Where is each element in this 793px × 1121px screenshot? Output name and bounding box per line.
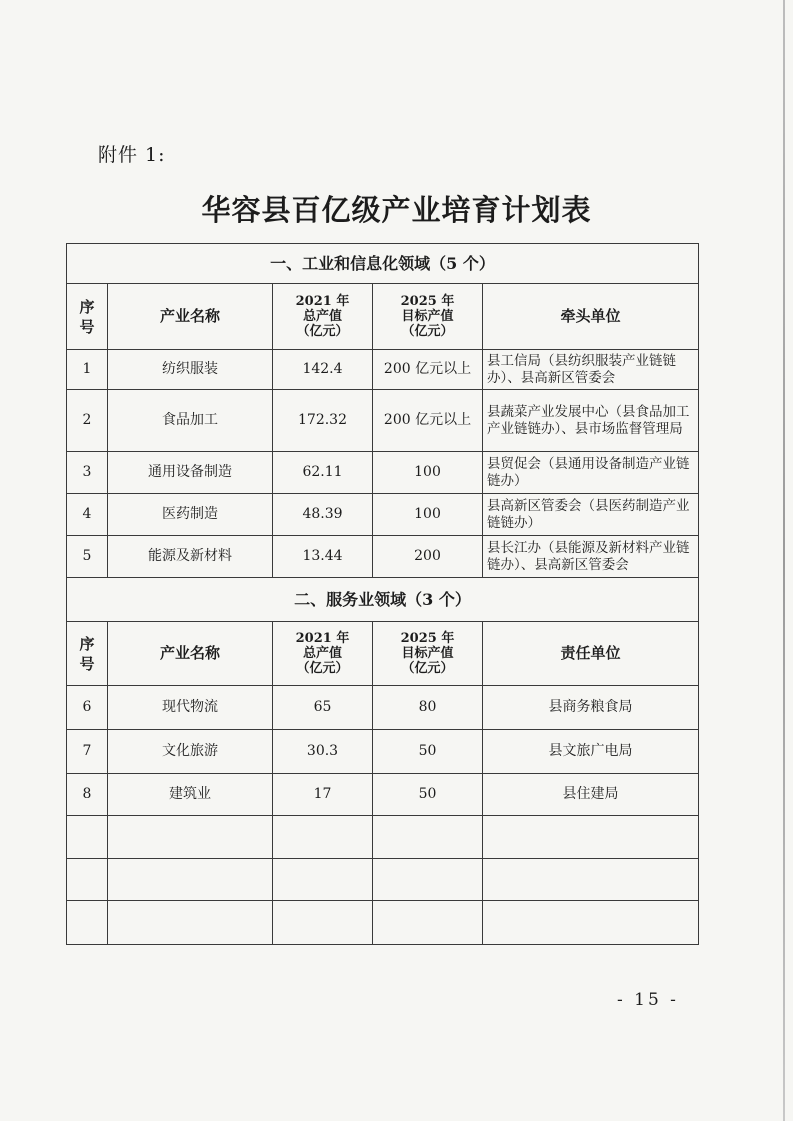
row-number: 6 [67, 686, 108, 730]
target-2025: 50 [373, 774, 483, 816]
row-number: 7 [67, 730, 108, 774]
header-name: 产业名称 [108, 284, 273, 350]
header-target-2025: 2025 年 目标产值 （亿元） [373, 284, 483, 350]
page-title: 华容县百亿级产业培育计划表 [201, 193, 592, 227]
industry-name: 通用设备制造 [108, 452, 273, 494]
responsible-unit: 县住建局 [483, 774, 699, 816]
output-2021: 13.44 [273, 536, 373, 578]
attachment-label: 附件 1: [98, 144, 166, 166]
lead-unit: 县工信局（县纺织服装产业链链办）、县高新区管委会 [483, 350, 699, 390]
table-row [67, 390, 699, 452]
lead-unit: 县贸促会（县通用设备制造产业链链办） [483, 452, 699, 494]
target-2025: 80 [373, 686, 483, 730]
table-row [67, 452, 699, 494]
target-2025: 200 [373, 536, 483, 578]
section-heading-row [67, 578, 699, 622]
page-number: - 15 - [617, 990, 679, 1010]
industry-name: 建筑业 [108, 774, 273, 816]
table-row [67, 774, 699, 816]
row-number: 8 [67, 774, 108, 816]
output-2021: 17 [273, 774, 373, 816]
industry-name: 纺织服装 [108, 350, 273, 390]
lead-unit: 县蔬菜产业发展中心（县食品加工产业链链办）、县市场监督管理局 [483, 390, 699, 452]
lead-unit: 县长江办（县能源及新材料产业链链办）、县高新区管委会 [483, 536, 699, 578]
empty-row [67, 859, 699, 901]
section2-heading: 二、服务业领域（3 个） [67, 578, 699, 622]
header-row [67, 284, 699, 350]
row-number: 4 [67, 494, 108, 536]
output-2021: 172.32 [273, 390, 373, 452]
industry-plan-table [66, 243, 699, 945]
header-output-2021: 2021 年 总产值 （亿元） [273, 622, 373, 686]
header-unit: 责任单位 [483, 622, 699, 686]
output-2021: 142.4 [273, 350, 373, 390]
table-row [67, 686, 699, 730]
output-2021: 62.11 [273, 452, 373, 494]
output-2021: 48.39 [273, 494, 373, 536]
responsible-unit: 县文旅广电局 [483, 730, 699, 774]
target-2025: 50 [373, 730, 483, 774]
responsible-unit: 县商务粮食局 [483, 686, 699, 730]
header-row [67, 622, 699, 686]
industry-name: 文化旅游 [108, 730, 273, 774]
industry-name: 食品加工 [108, 390, 273, 452]
table-row [67, 536, 699, 578]
industry-name: 能源及新材料 [108, 536, 273, 578]
target-2025: 100 [373, 452, 483, 494]
lead-unit: 县高新区管委会（县医药制造产业链链办） [483, 494, 699, 536]
header-output-2021: 2021 年 总产值 （亿元） [273, 284, 373, 350]
header-name: 产业名称 [108, 622, 273, 686]
target-2025: 200 亿元以上 [373, 390, 483, 452]
header-seq: 序 号 [67, 284, 108, 350]
header-seq: 序 号 [67, 622, 108, 686]
empty-row [67, 901, 699, 945]
row-number: 5 [67, 536, 108, 578]
industry-name: 医药制造 [108, 494, 273, 536]
section1-heading: 一、工业和信息化领域（5 个） [67, 244, 699, 284]
header-unit: 牵头单位 [483, 284, 699, 350]
empty-row [67, 816, 699, 859]
target-2025: 100 [373, 494, 483, 536]
scan-edge [783, 0, 785, 1121]
table-row [67, 730, 699, 774]
output-2021: 30.3 [273, 730, 373, 774]
row-number: 1 [67, 350, 108, 390]
header-target-2025: 2025 年 目标产值 （亿元） [373, 622, 483, 686]
section-heading-row [67, 244, 699, 284]
output-2021: 65 [273, 686, 373, 730]
industry-name: 现代物流 [108, 686, 273, 730]
row-number: 2 [67, 390, 108, 452]
table-row [67, 494, 699, 536]
row-number: 3 [67, 452, 108, 494]
target-2025: 200 亿元以上 [373, 350, 483, 390]
table-row [67, 350, 699, 390]
